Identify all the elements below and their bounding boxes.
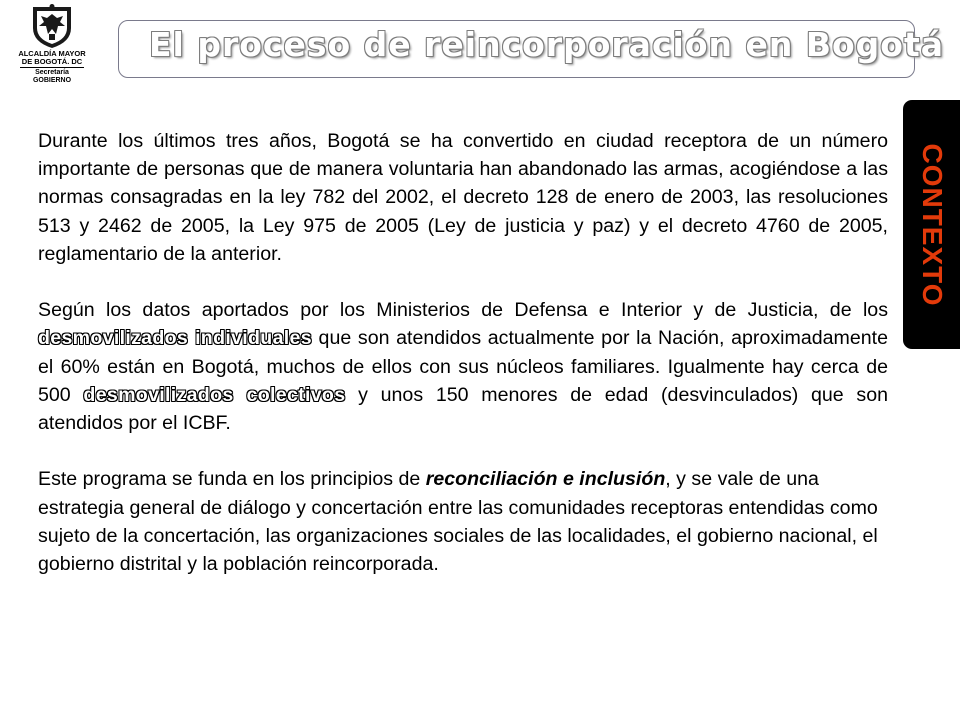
alcaldia-logo bbox=[6, 4, 98, 90]
side-tab-label: CONTEXTO bbox=[916, 142, 948, 307]
page-title: El proceso de reincorporación en Bogotá bbox=[149, 25, 945, 64]
body-content bbox=[38, 127, 888, 578]
title-box bbox=[118, 20, 945, 78]
paragraph-2-text-a: Según los datos aportados por los Ministerios de Defensa e Interior y de Justicia, de los bbox=[38, 299, 888, 322]
paragraph-3-text-c: , y se vale de una estrategia general de diálogo y concertación entre las comunidades receptoras entendidas como sujeto de la concertación, las organizaciones sociales de las localidades, el gobierno nacional, el gobierno distrital y la población reincorporada. bbox=[38, 468, 878, 576]
paragraph-3-text-a: Este programa se funda en los principios de bbox=[38, 468, 426, 491]
logo-line-bogota: DE BOGOTÁ. DC bbox=[21, 57, 83, 66]
paragraph-3 bbox=[38, 465, 888, 578]
logo-line-secretaria: Secretaría bbox=[35, 69, 69, 76]
paragraph-2 bbox=[38, 296, 888, 437]
paragraph-1: Durante los últimos tres años, Bogotá se ha convertido en ciudad receptora de un número importante de personas que de manera voluntaria han abandonado las armas, acogiéndose a las normas consagradas en la ley 782 del 2002, el decreto 128 de enero de 2003, las resoluciones 513 y 2462 de 2005, la Ley 975 de 2005 (Ley de justicia y paz) y el decreto 4760 de 2005, reglamentario de la anterior. bbox=[38, 130, 888, 265]
logo-divider bbox=[20, 67, 84, 68]
highlight-reconciliacion-inclusion: reconciliación e inclusión bbox=[425, 468, 666, 491]
logo-line-alcaldia: ALCALDÍA MAYOR bbox=[18, 49, 86, 58]
coat-of-arms-icon bbox=[27, 4, 77, 50]
paragraph-2-text-e: y unos 150 menores de edad (desvinculados) que son atendidos por el ICBF. bbox=[38, 383, 888, 435]
highlight-desmovilizados-colectivos: desmovilizados colectivos bbox=[83, 383, 346, 406]
highlight-desmovilizados-individuales: desmovilizados individuales bbox=[38, 327, 312, 350]
logo-line-gobierno: GOBIERNO bbox=[32, 77, 72, 84]
side-tab-contexto bbox=[903, 100, 960, 349]
paragraph-2-text-c: que son atendidos actualmente por la Nación, aproximadamente el 60% están en Bogotá, muchos de ellos con sus núcleos familiares. Igualmente hay cerca de 500 bbox=[38, 327, 888, 406]
